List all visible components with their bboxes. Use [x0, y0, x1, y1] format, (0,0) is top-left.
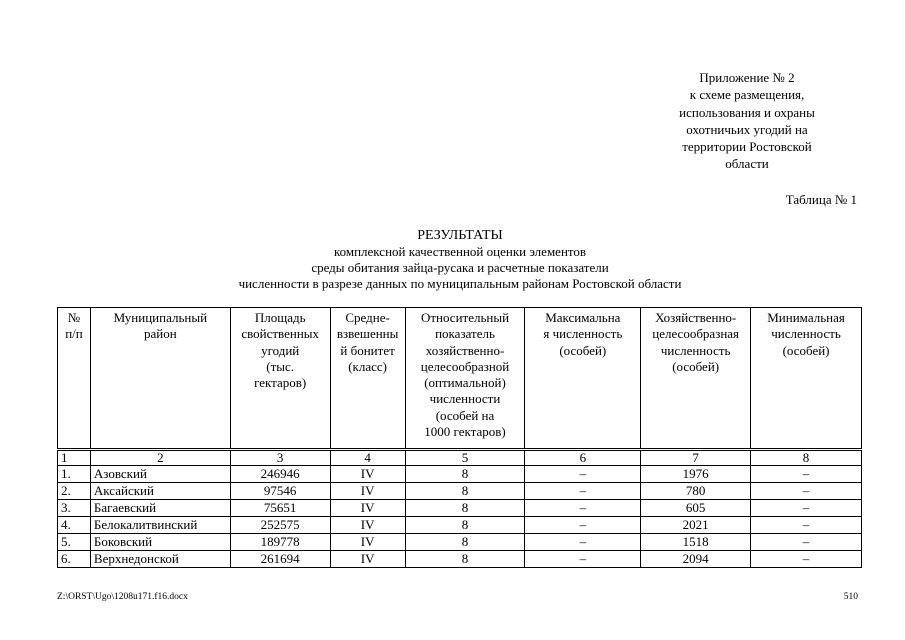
appendix-line: области — [725, 156, 769, 172]
appendix-header — [640, 69, 854, 173]
row-index-cell: 5. — [58, 534, 91, 551]
district-name-cell: Верхнедонской — [90, 551, 230, 568]
column-header — [405, 308, 525, 450]
column-header-line: (оптимальной) — [424, 375, 506, 391]
table-cell: – — [525, 466, 641, 483]
table-cell: – — [751, 534, 862, 551]
table-cell: – — [751, 483, 862, 500]
table-cell: – — [525, 534, 641, 551]
column-header-line: (особей на — [435, 407, 495, 423]
table-cell: IV — [330, 534, 405, 551]
column-header-line: (особей) — [559, 342, 607, 358]
table-cell: – — [751, 517, 862, 534]
column-header-line: Относительный — [420, 310, 510, 325]
column-header-line: Максимальна — [545, 310, 621, 325]
title-line: численности в разрезе данных по муниципальным районам Ростовской области — [238, 276, 682, 291]
table-cell: 8 — [405, 517, 525, 534]
column-header-line: № — [67, 310, 81, 325]
district-name-cell: Боковский — [90, 534, 230, 551]
column-header-line: 1000 гектаров) — [424, 424, 506, 440]
table-cell: – — [751, 466, 862, 483]
row-index-cell: 6. — [58, 551, 91, 568]
footer-page-number: 510 — [843, 592, 858, 602]
document-title — [120, 228, 800, 292]
column-header-line: район — [143, 326, 177, 342]
column-header-line: Средне- — [345, 310, 390, 325]
column-header-line: Площадь — [254, 310, 306, 325]
row-index-cell: 4. — [58, 517, 91, 534]
table-cell: 2021 — [641, 517, 751, 534]
table-cell: 8 — [405, 500, 525, 517]
column-header-line: взвешенны — [336, 326, 399, 342]
column-number-cell: 7 — [641, 450, 751, 466]
table-row — [58, 551, 862, 568]
column-header-line: Муниципальный — [113, 310, 208, 325]
table-cell: 252575 — [230, 517, 330, 534]
table-cell: IV — [330, 517, 405, 534]
column-number-cell: 5 — [405, 450, 525, 466]
footer-file-path: Z:\ORST\Ugo\1208u171.f16.docx — [57, 592, 188, 602]
table-row — [58, 483, 862, 500]
table-cell: – — [525, 517, 641, 534]
appendix-line: Приложение № 2 — [699, 70, 795, 85]
table-cell: 2094 — [641, 551, 751, 568]
column-number-cell: 1 — [58, 450, 91, 466]
appendix-line: территории Ростовской — [682, 139, 812, 155]
table-cell: 97546 — [230, 483, 330, 500]
column-header — [641, 308, 751, 450]
column-header-line: Хозяйственно- — [655, 310, 737, 325]
column-header — [90, 308, 230, 450]
table-cell: 1518 — [641, 534, 751, 551]
table-cell: 8 — [405, 466, 525, 483]
table-row — [58, 534, 862, 551]
table-cell: 75651 — [230, 500, 330, 517]
title-line: комплексной качественной оценки элементов — [333, 244, 587, 259]
column-header-line: численность — [771, 326, 841, 342]
table-cell: – — [751, 500, 862, 517]
table-cell: IV — [330, 551, 405, 568]
table-cell: 189778 — [230, 534, 330, 551]
table-number: Таблица № 1 — [785, 192, 857, 207]
column-header — [751, 308, 862, 450]
table-row — [58, 517, 862, 534]
column-header-line: численности — [429, 391, 501, 407]
column-header-line: угодий — [261, 342, 300, 358]
row-index-cell: 3. — [58, 500, 91, 517]
column-header-line: свойственных — [241, 326, 320, 342]
column-header — [230, 308, 330, 450]
table-cell: 8 — [405, 534, 525, 551]
column-header-line: (особей) — [782, 342, 830, 358]
table-cell: – — [525, 551, 641, 568]
table-cell: 246946 — [230, 466, 330, 483]
table-cell: 1976 — [641, 466, 751, 483]
column-number-cell: 3 — [230, 450, 330, 466]
column-header-line: целесообразная — [652, 326, 740, 342]
row-index-cell: 2. — [58, 483, 91, 500]
table-cell: – — [525, 483, 641, 500]
column-header — [525, 308, 641, 450]
appendix-line: использования и охраны — [679, 104, 815, 120]
column-header-line: гектаров) — [254, 375, 307, 391]
column-header-line: (класс) — [348, 358, 387, 374]
table-cell: IV — [330, 483, 405, 500]
column-header-line: й бонитет — [340, 342, 395, 358]
row-index-cell: 1. — [58, 466, 91, 483]
table-cell: – — [751, 551, 862, 568]
column-header — [58, 308, 91, 450]
table-row — [58, 500, 862, 517]
table-row — [58, 466, 862, 483]
appendix-line: охотничьих угодий на — [686, 121, 808, 137]
column-number-cell: 2 — [90, 450, 230, 466]
column-number-cell: 4 — [330, 450, 405, 466]
table-cell: IV — [330, 500, 405, 517]
table-cell: 780 — [641, 483, 751, 500]
table-cell: 8 — [405, 551, 525, 568]
district-name-cell: Азовский — [90, 466, 230, 483]
results-table — [57, 307, 862, 568]
column-number-cell: 8 — [751, 450, 862, 466]
title-main: РЕЗУЛЬТАТЫ — [417, 228, 503, 243]
table-cell: IV — [330, 466, 405, 483]
column-header-line: я численность — [543, 326, 623, 342]
district-name-cell: Багаевский — [90, 500, 230, 517]
column-header-line: п/п — [65, 326, 83, 342]
district-name-cell: Белокалитвинский — [90, 517, 230, 534]
table-cell: 261694 — [230, 551, 330, 568]
title-line: среды обитания зайца-русака и расчетные показатели — [311, 260, 609, 275]
column-header-line: целесообразной — [420, 358, 510, 374]
appendix-line: к схеме размещения, — [689, 87, 805, 103]
column-header-line: (особей) — [672, 358, 720, 374]
table-cell: 8 — [405, 483, 525, 500]
table-cell: – — [525, 500, 641, 517]
column-header-line: хозяйственно- — [425, 342, 505, 358]
table-cell: 605 — [641, 500, 751, 517]
header-row — [58, 308, 862, 450]
district-name-cell: Аксайский — [90, 483, 230, 500]
column-header-line: Минимальная — [767, 310, 845, 325]
column-header — [330, 308, 405, 450]
column-number-cell: 6 — [525, 450, 641, 466]
column-header-line: численность — [660, 342, 731, 358]
column-header-line: показатель — [435, 326, 495, 342]
column-numbers-row — [58, 450, 862, 466]
column-header-line: (тыс. — [266, 358, 295, 374]
